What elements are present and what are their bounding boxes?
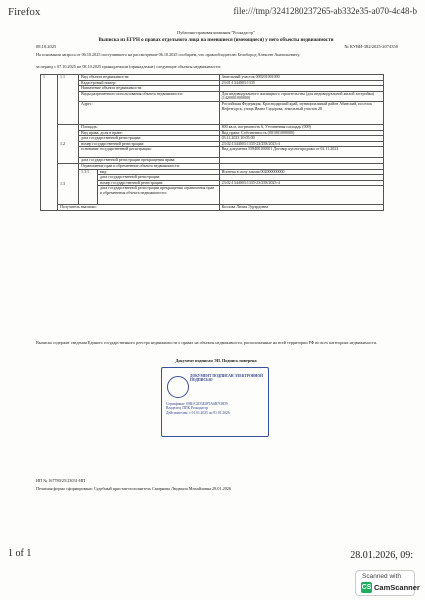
- intro-paragraph: На основании запроса от 06.10.2025 поступившего на рассмотрение 06.10.2025 сообщаем, что правообладателю Белобород Алексею Анатольевичу,: [36, 52, 301, 57]
- row-label: Получатель выписки:: [58, 205, 220, 211]
- row-value: 800 кв.м, погрешность 6, Уточненная площадь (009): [219, 124, 383, 130]
- page-counter: 1 of 1: [8, 548, 32, 559]
- row-label: Назначение объекта недвижимости:: [79, 86, 220, 92]
- row-label: дата государственной регистрации прекращения ограничения прав и обременения объекта недвижимости:: [98, 186, 220, 205]
- subsection-number: 1.3.1: [79, 169, 98, 205]
- row-value: [219, 186, 383, 205]
- section-number: 1: [41, 75, 58, 211]
- row-value: 23:02:1344003:1335-23/258/2023-4: [219, 141, 383, 147]
- row-value: Земельный участок 000201001000: [219, 75, 383, 81]
- emblem-icon: [167, 376, 189, 398]
- row-label: вид:: [98, 169, 220, 175]
- camscanner-caption: Scanned with: [362, 573, 402, 580]
- property-table: [40, 74, 384, 211]
- row-value: Для индивидуального жилищного строительства (для индивидуальной жилой застройки) (1420001000000): [219, 91, 383, 101]
- doc-number: № КУВИ-382/2025-2074350: [344, 44, 398, 49]
- subsection-number: 1.1: [58, 75, 79, 125]
- stamp-line: Действителен: с 01.01.2025 по 01.01.2026: [166, 410, 230, 415]
- row-label: Вид права, доля в праве:: [79, 130, 220, 136]
- row-value: Вид документа 558400100001 Договор купли-продажи от 02.11.2023: [219, 147, 383, 158]
- stamp-line: Сертификат: 00B1C2D3E4F5A6B7C8D9: [166, 402, 228, 406]
- printed-by: Печатная форма сформирована: Судебный пристав-исполнитель Смирнова Людмила Михайловна 28.01.2026: [36, 486, 231, 491]
- doc-title: Выписка из ЕГРН о правах отдельного лица на имевшиеся (имеющиеся) у него объекты недвижимости: [98, 38, 334, 43]
- signature-caption: Документ подписан ЭП. Подпись поверена: [175, 358, 257, 363]
- stamp-line: Владелец: ППК Роскадастр: [166, 406, 209, 411]
- row-label: основание государственной регистрации:: [79, 147, 220, 158]
- camscanner-badge: [355, 570, 420, 596]
- signature-stamp: [161, 367, 269, 437]
- print-timestamp: 28.01.2026, 09:: [350, 550, 413, 561]
- row-label: Площадь:: [79, 124, 220, 130]
- subsection-number: 1.2: [58, 124, 79, 163]
- row-value: Вид права: Собственность (001001000000): [219, 130, 383, 136]
- row-value: 23:01:1344003:1335: [219, 80, 383, 86]
- issuer: Публично-правовая компания "Роскадастр": [177, 30, 255, 35]
- stamp-header: ДОКУМЕНТ ПОДПИСАН ЭЛЕКТРОННОЙ ПОДПИСЬЮ: [190, 374, 263, 383]
- row-value: Козлова Лилия Эдуардовна: [219, 205, 383, 211]
- document-page: [26, 22, 402, 552]
- doc-date: 08.10.2025: [36, 44, 57, 49]
- row-value: 23:02:1344003:1335-23/258/2023-4: [219, 180, 383, 186]
- row-label: Вид объекта недвижимости:: [79, 75, 220, 81]
- camscanner-name: CamScanner: [374, 583, 420, 592]
- subsection-number: 1.3: [58, 163, 79, 204]
- row-label: Адрес:: [79, 101, 220, 124]
- case-number: ИП № 167780/25/23031-ИП: [36, 478, 86, 483]
- url-bar[interactable]: file:///tmp/3241280237265-ab332e35-a070-4c48-b: [233, 6, 417, 16]
- row-label: Кадастровый номер:: [79, 80, 220, 86]
- row-label: дата государственной регистрации прекращения права:: [79, 158, 220, 164]
- row-value: Российская Федерация, Краснодарский край, муниципальный район Абинский, поселок Нефтегорск, улица Ивана Сидорова, земельный участок 28: [219, 101, 383, 124]
- row-label: номер государственной регистрации:: [79, 141, 220, 147]
- row-label: Ограничение прав и обременение объекта недвижимости:: [79, 163, 220, 169]
- note-paragraph: Выписка содержит сведения Единого государственного реестра недвижимости о правах на объекты недвижимости, расположенные на всей территории РФ во всех категориях недвижимости.: [36, 340, 378, 345]
- row-label: дата государственной регистрации:: [79, 136, 220, 142]
- row-value: 03.11.2023 10:05:00: [219, 136, 383, 142]
- camscanner-icon: CS: [361, 584, 372, 591]
- row-label: номер государственной регистрации:: [98, 180, 220, 186]
- row-label: Виды разрешенного использования объекта недвижимости:: [79, 91, 220, 101]
- browser-title: Firefox: [8, 6, 41, 18]
- period-paragraph: за период с 07.10.2025 по 08.10.2025 принадлежали (принадлежат) следующие объекты недвижимости:: [36, 64, 221, 69]
- row-value: Ипотека в силу закона 002000000000: [219, 169, 383, 175]
- row-label: дата государственной регистрации:: [98, 175, 220, 181]
